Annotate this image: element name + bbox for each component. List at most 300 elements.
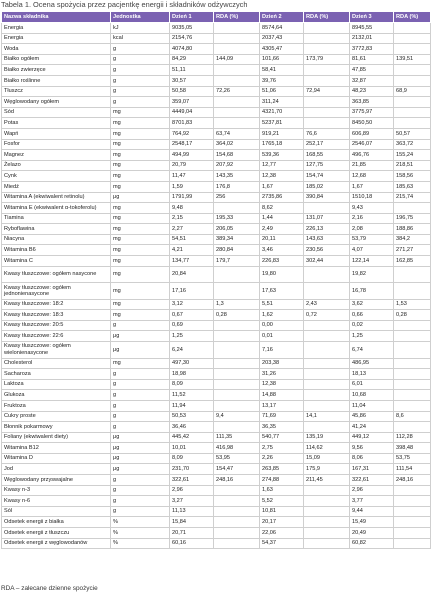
cell-day3: 8945,55 xyxy=(350,23,394,34)
cell-unit: mg xyxy=(111,245,170,256)
cell-unit: g xyxy=(111,496,170,507)
cell-rda2: 154,74 xyxy=(304,171,350,182)
cell-rda2 xyxy=(304,75,350,86)
table-row xyxy=(2,496,431,507)
footnote: RDA – zalecane dzienne spożycie xyxy=(1,585,98,592)
cell-unit: mg xyxy=(111,181,170,192)
cell-rda3: 53,75 xyxy=(394,453,431,464)
cell-day3: 6,74 xyxy=(350,342,394,359)
cell-unit: mg xyxy=(111,213,170,224)
cell-rda1: 53,95 xyxy=(214,453,260,464)
cell-rda2: 15,09 xyxy=(304,453,350,464)
cell-day3: 45,86 xyxy=(350,411,394,422)
cell-name: Białko zwierzęce xyxy=(2,65,111,76)
cell-day3: 8450,50 xyxy=(350,118,394,129)
cell-day2: 31,26 xyxy=(260,369,304,380)
cell-day1: 497,30 xyxy=(170,358,214,369)
cell-name: Witamina E (ekwiwalent α-tokoferolu) xyxy=(2,203,111,214)
cell-rda1 xyxy=(214,496,260,507)
cell-rda2: 143,63 xyxy=(304,234,350,245)
cell-day1: 3,27 xyxy=(170,496,214,507)
cell-day1: 9,48 xyxy=(170,203,214,214)
cell-rda3 xyxy=(394,203,431,214)
cell-day2: 71,69 xyxy=(260,411,304,422)
cell-rda2 xyxy=(304,517,350,528)
cell-name: Kwasy tłuszczowe: 18:2 xyxy=(2,299,111,310)
cell-unit: mg xyxy=(111,150,170,161)
cell-day3: 486,95 xyxy=(350,358,394,369)
cell-day1: 1791,99 xyxy=(170,192,214,203)
cell-rda1 xyxy=(214,379,260,390)
cell-day2: 13,17 xyxy=(260,400,304,411)
cell-rda3: 1,53 xyxy=(394,299,431,310)
cell-name: Kwasy tłuszczowe: 20:5 xyxy=(2,320,111,331)
cell-unit: μg xyxy=(111,342,170,359)
table-row xyxy=(2,150,431,161)
cell-rda3: 215,74 xyxy=(394,192,431,203)
cell-rda2: 135,19 xyxy=(304,432,350,443)
cell-day3: 3,77 xyxy=(350,496,394,507)
cell-unit: mg xyxy=(111,310,170,321)
table-body xyxy=(2,23,431,549)
cell-day3: 3,62 xyxy=(350,299,394,310)
table-row xyxy=(2,181,431,192)
table-row xyxy=(2,379,431,390)
cell-day3: 0,66 xyxy=(350,310,394,321)
cell-day2: 3,46 xyxy=(260,245,304,256)
cell-name: Magnez xyxy=(2,150,111,161)
cell-rda1: 154,68 xyxy=(214,150,260,161)
cell-day2: 2,75 xyxy=(260,443,304,454)
cell-rda3 xyxy=(394,320,431,331)
cell-rda1: 389,34 xyxy=(214,234,260,245)
cell-day2: 12,38 xyxy=(260,171,304,182)
cell-rda1: 248,16 xyxy=(214,475,260,486)
cell-day3: 12,68 xyxy=(350,171,394,182)
table-row xyxy=(2,538,431,549)
cell-day1: 1,25 xyxy=(170,331,214,342)
cell-day3: 48,23 xyxy=(350,86,394,97)
cell-day3: 2,16 xyxy=(350,213,394,224)
cell-unit: g xyxy=(111,54,170,65)
cell-day1: 17,16 xyxy=(170,283,214,300)
cell-rda1 xyxy=(214,33,260,44)
cell-day2: 263,85 xyxy=(260,464,304,475)
cell-day2: 101,66 xyxy=(260,54,304,65)
table-row xyxy=(2,432,431,443)
cell-unit: mg xyxy=(111,256,170,267)
cell-unit: mg xyxy=(111,128,170,139)
cell-day3: 167,31 xyxy=(350,464,394,475)
cell-day1: 4,21 xyxy=(170,245,214,256)
cell-name: Glukoza xyxy=(2,390,111,401)
cell-day1: 84,29 xyxy=(170,54,214,65)
cell-rda3 xyxy=(394,528,431,539)
cell-rda1 xyxy=(214,517,260,528)
cell-day1: 50,58 xyxy=(170,86,214,97)
cell-day2: 39,76 xyxy=(260,75,304,86)
cell-day2: 17,63 xyxy=(260,283,304,300)
header-rda1: RDA (%) xyxy=(214,12,260,23)
cell-unit: g xyxy=(111,506,170,517)
cell-rda3: 271,27 xyxy=(394,245,431,256)
cell-rda1 xyxy=(214,390,260,401)
cell-rda3 xyxy=(394,65,431,76)
cell-name: Ryboflawina xyxy=(2,224,111,235)
cell-name: Żelazo xyxy=(2,160,111,171)
cell-day2: 5237,81 xyxy=(260,118,304,129)
cell-day2: 20,11 xyxy=(260,234,304,245)
cell-rda2: 302,44 xyxy=(304,256,350,267)
cell-day1: 60,16 xyxy=(170,538,214,549)
cell-name: Kwasy tłuszczowe: ogółem nasycone xyxy=(2,266,111,283)
cell-day2: 12,77 xyxy=(260,160,304,171)
cell-day1: 0,69 xyxy=(170,320,214,331)
table-row xyxy=(2,203,431,214)
cell-rda2 xyxy=(304,107,350,118)
cell-rda1 xyxy=(214,358,260,369)
cell-day2: 0,00 xyxy=(260,320,304,331)
cell-day1: 10,01 xyxy=(170,443,214,454)
table-row xyxy=(2,139,431,150)
cell-day2: 226,83 xyxy=(260,256,304,267)
cell-rda1: 195,33 xyxy=(214,213,260,224)
cell-unit: μg xyxy=(111,443,170,454)
cell-rda3 xyxy=(394,342,431,359)
cell-day1: 51,11 xyxy=(170,65,214,76)
cell-rda2 xyxy=(304,400,350,411)
cell-day1: 1,59 xyxy=(170,181,214,192)
cell-rda2 xyxy=(304,358,350,369)
cell-name: Sól xyxy=(2,506,111,517)
table-row xyxy=(2,320,431,331)
cell-name: Błonnik pokarmowy xyxy=(2,422,111,433)
cell-rda3: 162,85 xyxy=(394,256,431,267)
cell-name: Kwasy tłuszczowe: 18:3 xyxy=(2,310,111,321)
cell-unit: mg xyxy=(111,107,170,118)
cell-day3: 9,44 xyxy=(350,506,394,517)
cell-day3: 606,89 xyxy=(350,128,394,139)
cell-rda3: 50,57 xyxy=(394,128,431,139)
cell-rda2: 76,6 xyxy=(304,128,350,139)
cell-day3: 2546,07 xyxy=(350,139,394,150)
cell-unit: μg xyxy=(111,464,170,475)
cell-day3: 21,85 xyxy=(350,160,394,171)
cell-rda2: 390,84 xyxy=(304,192,350,203)
cell-day3: 2,96 xyxy=(350,485,394,496)
cell-rda1: 179,7 xyxy=(214,256,260,267)
cell-day3: 0,02 xyxy=(350,320,394,331)
cell-rda1: 9,4 xyxy=(214,411,260,422)
cell-day1: 764,92 xyxy=(170,128,214,139)
cell-name: Energia xyxy=(2,23,111,34)
cell-day2: 20,17 xyxy=(260,517,304,528)
cell-name: Niacyna xyxy=(2,234,111,245)
cell-name: Witamina C xyxy=(2,256,111,267)
cell-name: Kwasy tłuszczowe: ogółem wielonienasycone xyxy=(2,342,111,359)
cell-unit: μg xyxy=(111,331,170,342)
table-row xyxy=(2,118,431,129)
cell-day3: 60,82 xyxy=(350,538,394,549)
cell-day2: 540,77 xyxy=(260,432,304,443)
table-row xyxy=(2,400,431,411)
table-row xyxy=(2,160,431,171)
cell-day1: 11,94 xyxy=(170,400,214,411)
cell-rda2: 252,17 xyxy=(304,139,350,150)
table-row xyxy=(2,422,431,433)
cell-unit: mg xyxy=(111,358,170,369)
cell-unit: g xyxy=(111,485,170,496)
cell-rda1: 72,26 xyxy=(214,86,260,97)
cell-unit: μg xyxy=(111,453,170,464)
cell-rda1 xyxy=(214,203,260,214)
table-row xyxy=(2,358,431,369)
cell-rda2: 173,79 xyxy=(304,54,350,65)
cell-name: Witamina A (ekwiwalent retinolu) xyxy=(2,192,111,203)
cell-rda2 xyxy=(304,283,350,300)
cell-rda3: 398,48 xyxy=(394,443,431,454)
cell-unit: kJ xyxy=(111,23,170,34)
cell-unit: g xyxy=(111,97,170,108)
cell-rda3 xyxy=(394,331,431,342)
cell-rda2 xyxy=(304,379,350,390)
cell-day1: 0,67 xyxy=(170,310,214,321)
cell-day3: 4,07 xyxy=(350,245,394,256)
cell-rda1: 0,28 xyxy=(214,310,260,321)
cell-rda1 xyxy=(214,342,260,359)
table-row xyxy=(2,234,431,245)
cell-unit: μg xyxy=(111,192,170,203)
table-row xyxy=(2,342,431,359)
cell-day2: 36,35 xyxy=(260,422,304,433)
cell-day2: 2,26 xyxy=(260,453,304,464)
cell-day1: 134,77 xyxy=(170,256,214,267)
cell-day1: 322,61 xyxy=(170,475,214,486)
cell-day3: 20,49 xyxy=(350,528,394,539)
cell-rda1 xyxy=(214,107,260,118)
table-row xyxy=(2,65,431,76)
cell-name: Laktoza xyxy=(2,379,111,390)
cell-day3: 322,61 xyxy=(350,475,394,486)
cell-rda3: 363,72 xyxy=(394,139,431,150)
cell-day3: 18,13 xyxy=(350,369,394,380)
cell-rda2 xyxy=(304,320,350,331)
cell-day2: 1765,18 xyxy=(260,139,304,150)
cell-rda3: 111,54 xyxy=(394,464,431,475)
cell-rda3 xyxy=(394,369,431,380)
cell-day3: 122,14 xyxy=(350,256,394,267)
cell-day1: 11,47 xyxy=(170,171,214,182)
cell-rda3: 384,2 xyxy=(394,234,431,245)
nutrient-table xyxy=(1,11,431,549)
table-row xyxy=(2,369,431,380)
cell-day2: 54,37 xyxy=(260,538,304,549)
cell-day1: 4074,80 xyxy=(170,44,214,55)
cell-rda3 xyxy=(394,75,431,86)
cell-rda2: 14,1 xyxy=(304,411,350,422)
cell-day1: 20,71 xyxy=(170,528,214,539)
header-unit: Jednostka xyxy=(111,12,170,23)
cell-rda2: 0,72 xyxy=(304,310,350,321)
table-row xyxy=(2,283,431,300)
cell-rda3 xyxy=(394,390,431,401)
table-row xyxy=(2,517,431,528)
cell-rda2 xyxy=(304,65,350,76)
table-row xyxy=(2,23,431,34)
cell-name: Sacharoza xyxy=(2,369,111,380)
cell-name: Witamina D xyxy=(2,453,111,464)
cell-rda1: 176,8 xyxy=(214,181,260,192)
table-row xyxy=(2,128,431,139)
cell-day3: 10,68 xyxy=(350,390,394,401)
cell-unit: g xyxy=(111,390,170,401)
table-row xyxy=(2,97,431,108)
cell-day2: 539,36 xyxy=(260,150,304,161)
table-row xyxy=(2,224,431,235)
table-row xyxy=(2,506,431,517)
table-row xyxy=(2,528,431,539)
cell-rda2: 230,56 xyxy=(304,245,350,256)
cell-name: Węglowodany ogółem xyxy=(2,97,111,108)
cell-day3: 363,85 xyxy=(350,97,394,108)
cell-unit: mg xyxy=(111,224,170,235)
cell-rda2 xyxy=(304,528,350,539)
cell-rda2: 211,45 xyxy=(304,475,350,486)
cell-name: Fosfor xyxy=(2,139,111,150)
cell-name: Cholesterol xyxy=(2,358,111,369)
cell-rda1 xyxy=(214,320,260,331)
cell-day1: 15,84 xyxy=(170,517,214,528)
cell-rda3 xyxy=(394,485,431,496)
cell-day2: 1,63 xyxy=(260,485,304,496)
cell-rda1 xyxy=(214,400,260,411)
cell-rda1 xyxy=(214,283,260,300)
cell-day3: 1,25 xyxy=(350,331,394,342)
cell-day3: 19,82 xyxy=(350,266,394,283)
cell-rda1 xyxy=(214,65,260,76)
cell-rda3 xyxy=(394,266,431,283)
cell-day1: 11,13 xyxy=(170,506,214,517)
cell-rda3 xyxy=(394,358,431,369)
cell-unit: % xyxy=(111,528,170,539)
cell-day3: 15,49 xyxy=(350,517,394,528)
cell-day3: 1,67 xyxy=(350,181,394,192)
cell-name: Witamina B12 xyxy=(2,443,111,454)
cell-day1: 231,70 xyxy=(170,464,214,475)
cell-name: Jod xyxy=(2,464,111,475)
cell-rda3: 185,63 xyxy=(394,181,431,192)
header-day2: Dzień 2 xyxy=(260,12,304,23)
cell-day2: 5,51 xyxy=(260,299,304,310)
cell-day3: 2132,01 xyxy=(350,33,394,44)
cell-rda3: 0,28 xyxy=(394,310,431,321)
cell-rda3: 8,6 xyxy=(394,411,431,422)
cell-unit: g xyxy=(111,44,170,55)
cell-day2: 8574,64 xyxy=(260,23,304,34)
cell-day3: 16,78 xyxy=(350,283,394,300)
cell-day1: 6,24 xyxy=(170,342,214,359)
table-row xyxy=(2,86,431,97)
cell-rda3: 196,75 xyxy=(394,213,431,224)
cell-unit: mg xyxy=(111,203,170,214)
cell-name: Foliany (ekwiwalent diety) xyxy=(2,432,111,443)
cell-unit: mg xyxy=(111,234,170,245)
table-caption: Tabela 1. Ocena spożycia przez pacjentkę energii i składników odżywczych xyxy=(1,0,248,9)
table-row xyxy=(2,107,431,118)
cell-name: Potas xyxy=(2,118,111,129)
cell-day1: 20,84 xyxy=(170,266,214,283)
cell-day2: 274,88 xyxy=(260,475,304,486)
cell-day3: 3772,83 xyxy=(350,44,394,55)
cell-rda1: 207,92 xyxy=(214,160,260,171)
header-row xyxy=(2,12,431,23)
cell-rda1 xyxy=(214,97,260,108)
cell-rda3: 112,28 xyxy=(394,432,431,443)
cell-name: Wapń xyxy=(2,128,111,139)
cell-name: Cukry proste xyxy=(2,411,111,422)
cell-name: Witamina B6 xyxy=(2,245,111,256)
table-row xyxy=(2,33,431,44)
cell-rda3 xyxy=(394,283,431,300)
cell-rda1: 111,35 xyxy=(214,432,260,443)
cell-rda2: 226,13 xyxy=(304,224,350,235)
table-row xyxy=(2,390,431,401)
table-row xyxy=(2,75,431,86)
cell-unit: g xyxy=(111,65,170,76)
cell-name: Tiamina xyxy=(2,213,111,224)
cell-rda3 xyxy=(394,44,431,55)
cell-rda2 xyxy=(304,33,350,44)
cell-rda2 xyxy=(304,485,350,496)
cell-rda1 xyxy=(214,528,260,539)
cell-day2: 22,06 xyxy=(260,528,304,539)
cell-day3: 11,04 xyxy=(350,400,394,411)
cell-day2: 1,62 xyxy=(260,310,304,321)
cell-unit: g xyxy=(111,475,170,486)
cell-rda2: 131,07 xyxy=(304,213,350,224)
cell-rda2 xyxy=(304,266,350,283)
cell-rda1: 206,05 xyxy=(214,224,260,235)
cell-rda3 xyxy=(394,538,431,549)
cell-day1: 8701,83 xyxy=(170,118,214,129)
cell-day1: 8,09 xyxy=(170,453,214,464)
cell-day3: 496,76 xyxy=(350,150,394,161)
cell-rda3: 248,16 xyxy=(394,475,431,486)
cell-rda1 xyxy=(214,538,260,549)
cell-day2: 203,38 xyxy=(260,358,304,369)
cell-unit: mg xyxy=(111,160,170,171)
cell-rda1: 63,74 xyxy=(214,128,260,139)
cell-unit: mg xyxy=(111,283,170,300)
cell-rda3 xyxy=(394,422,431,433)
cell-day1: 2,15 xyxy=(170,213,214,224)
cell-unit: % xyxy=(111,538,170,549)
cell-rda2 xyxy=(304,369,350,380)
cell-day1: 8,09 xyxy=(170,379,214,390)
cell-rda1 xyxy=(214,485,260,496)
cell-day2: 0,01 xyxy=(260,331,304,342)
cell-day2: 1,44 xyxy=(260,213,304,224)
table-row xyxy=(2,299,431,310)
cell-unit: % xyxy=(111,517,170,528)
cell-day2: 2735,86 xyxy=(260,192,304,203)
cell-rda2: 185,02 xyxy=(304,181,350,192)
cell-rda1: 144,09 xyxy=(214,54,260,65)
cell-unit: g xyxy=(111,75,170,86)
cell-day1: 2,27 xyxy=(170,224,214,235)
cell-rda3 xyxy=(394,496,431,507)
cell-rda3 xyxy=(394,33,431,44)
